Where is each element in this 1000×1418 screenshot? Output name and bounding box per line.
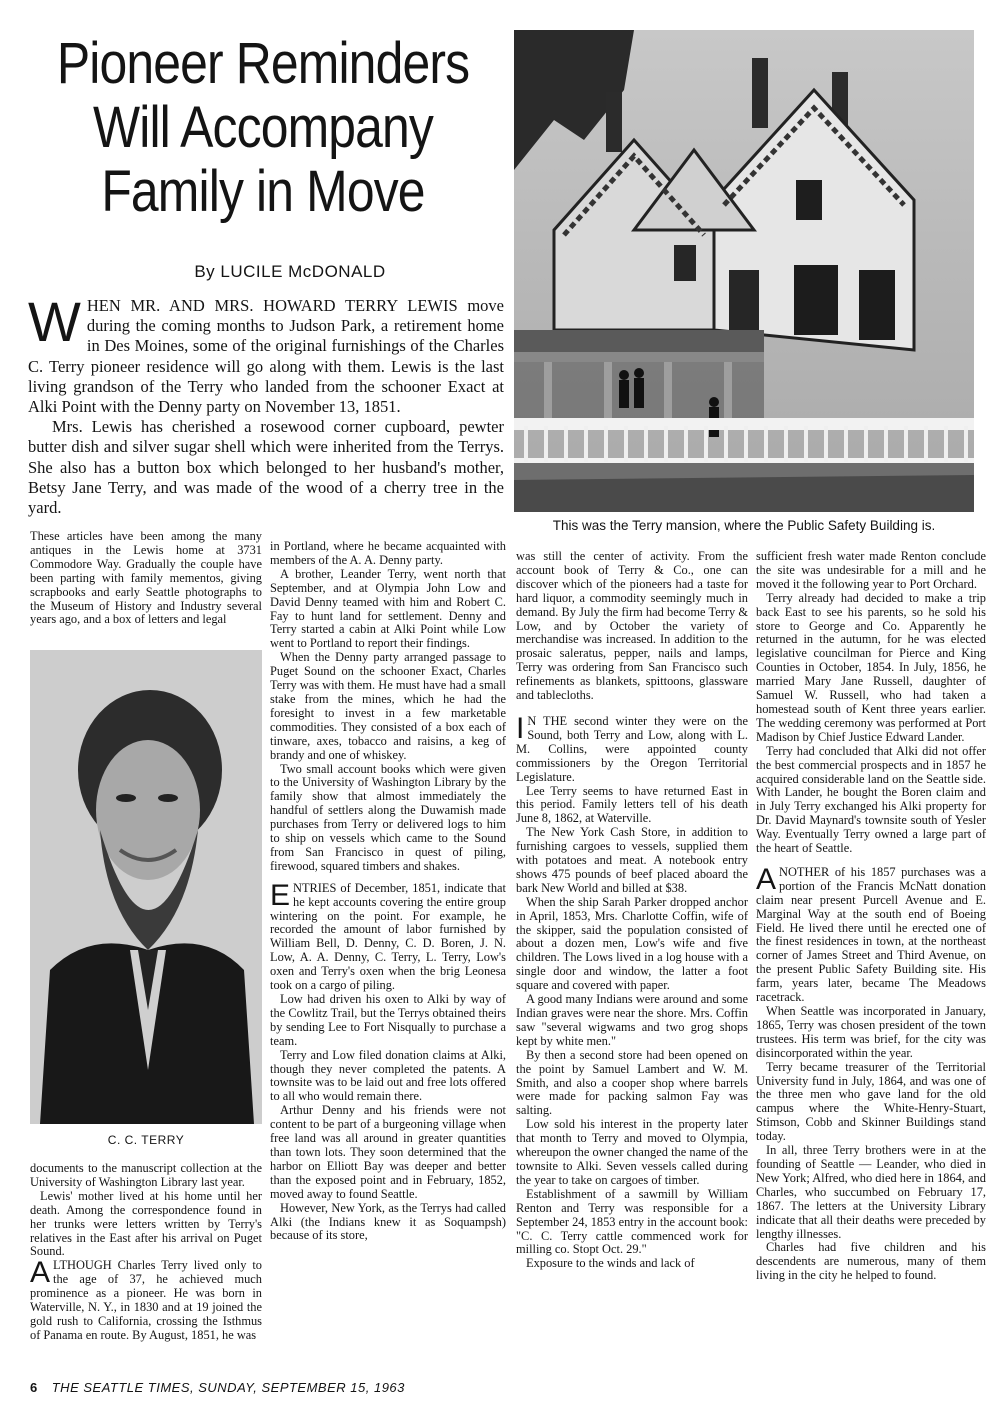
column-2-p9: However, New York, as the Terrys had called Alki (the Indians knew it as Soquampsh) because of its store, [270,1200,506,1243]
column-4-p7: In all, three Terry brothers were in at the founding of Seattle — Leander, who died in New York; Alfred, who died here in 1864, and Charles, who succumbed on February 17, 1867. The letters at the University Library indicate that all their deaths were preceded by lengthy illnesses. [756,1143,986,1241]
headline-line-1: Pioneer Reminders [56,31,470,96]
byline: By LUCILE McDONALD [194,262,386,281]
column-3 [516,550,748,1271]
column-4-p4 [756,862,986,1005]
column-2-p1: in Portland, where he became acquainted with members of the A. A. Denny party. [270,539,506,567]
column-4-p2: Terry already had decided to make a trip back East to see his parents, so he sold his store to George and Co. Apparently he returned in the autumn, for he was elected legislative councilman for Pierce and King Counties in October, 1854. In July, 1856, he married Mary Jane Russell, daughter of Samuel W. Russell, who had taken a homestead south of Kent three years earlier. The wedding ceremony was performed at Port Madison by Chief Justice Edward Lander. [756,590,986,744]
column-4-p5: When Seattle was incorporated in January, 1865, Terry was chosen president of the town trustees. His term was brief, for the city was disincorporated within the year. [756,1004,986,1060]
page-number: 6 [30,1380,38,1395]
column-2-p7: Terry and Low filed donation claims at Alki, though they never completed the patents. A townsite was to be laid out and free lots offered to all who would remain there. [270,1047,506,1104]
terry-mansion-photo [514,30,974,512]
headline-line-3: Family in Move [101,159,425,224]
column-2-p4: Two small account books which were given to the University of Washington Library by the family show that almost immediately the handful of settlers along the Duwamish made purchases from Terry or delivered logs to him to ship on vessels which came to the Sound from San Francisco in quest of piling, firewood, squared timbers and shakes. [270,761,506,873]
column-3-p3: Lee Terry seems to have returned East in this period. Family letters tell of his death June 8, 1862, at Waterville. [516,783,748,826]
column-3-p6: A good many Indians were around and some Indian graves were near the shore. Mrs. Coffin saw "several wigwams and two grog shops kept by white men." [516,992,748,1048]
column-3-p2-body: N THE second winter they were on the Sound, both Terry and Low, along with L. M. Collins, were appointed county commissioners by the Oregon Territorial Legislature. [516,713,748,784]
column-2-p6: Low had driven his oxen to Alki by way of the Cowlitz Trail, but the Terrys obtained theirs by sending Lee to Fort Nisqually to purchase a team. [270,992,506,1048]
column-3-p9: Establishment of a sawmill by William Renton and Terry was responsible for a September 24, 1853 entry in the account book: "C. C. Terry cattle commenced work for milling co. Stopt Oct. 29." [516,1186,748,1257]
column-3-p1: was still the center of activity. From the account book of Terry & Co., one can discover which of the pioneers had a taste for hard liquor, a commodity seemingly much in demand. By July the firm had become Terry & Low, and by October the variety of merchandise was increased. In addition to the prosaic saleratus, pepper, nails and lamps, Terry was ordering from San Francisco such refinements as blankets, spittoons, glassware and tablecloths. [516,549,748,703]
house-image [514,30,974,512]
column-3-p2 [516,711,748,785]
column-1-top [30,530,262,627]
newspaper-dateline: THE SEATTLE TIMES, SUNDAY, SEPTEMBER 15, 1963 [51,1380,405,1395]
column-2-p5 [270,878,506,993]
column-2-p2: A brother, Leander Terry, went north that September, and at Olympia John Low and David Denny teamed with him and Robert C. Fay to hunt land for settlement. Denny and Terry started a cabin at Alki Point while Low went to Portland to report their findings. [270,566,506,651]
column-4-p8: Charles had five children and his descendents are numerous, many of them living in the city he helped to found. [756,1240,986,1283]
column-3-p5: When the ship Sarah Parker dropped anchor in April, 1853, Mrs. Charlotte Coffin, wife of the skipper, said the population consisted of about a dozen men, Low's wife and five children. The Lows lived in a log house with a single door and window, the latter a foot square and covered with paper. [516,894,748,993]
column-4-p3: Terry had concluded that Alki did not offer the best commercial prospects and in 1857 he acquired considerable land on the Seattle side. With Lander, he bought the Boren claim and in July Terry exchanged his Alki property for Dr. David Maynard's townsite south of Yesler Way. Eventually Terry owned a large part of the heart of Seattle. [756,743,986,856]
page-footer [30,1380,630,1395]
headline-line-2: Will Accompany [93,95,433,160]
column-1-bottom [30,1162,262,1343]
lead-paragraph-1 [28,290,504,417]
lead-paragraph-2: Mrs. Lewis has cherished a rosewood corner cupboard, pewter butter dish and silver sugar shell which were inherited from the Terrys. She also has a button box which belonged to her husband's mother, Betsy Jane Terry, and was made of the wood of a cherry tree in the yard. [28,417,504,518]
lead-text-1: HEN MR. AND MRS. HOWARD TERRY LEWIS move during the coming months to Judson Park, a retirement home in Des Moines, some of the original furnishings of the Charles C. Terry pioneer residence will go along with them. Lewis is the last living grandson of the Terry who landed from the schooner Exact at Alki Point with the Denny party on November 13, 1851. [28,296,504,417]
column-1-text-top: These articles have been among the many antiques in the Lewis home at 3731 Commodore Way. Gradually the couple have been parting with family mementos, giving scrapbooks and early Seattle photographs to the Museum of History and Industry several years ago, and a box of letters and legal [30,529,262,627]
headline [52,32,473,224]
column-2 [270,540,506,1243]
drop-cap: A [30,1256,51,1290]
column-1-text-1: documents to the manuscript collection at the University of Washington Library last year. [30,1161,262,1189]
column-2-p3: When the Denny party arranged passage to Puget Sound on the schooner Exact, Charles Terry was with them. He must have had a small stake from the mines, which he had the foresight to invest in a few marketable commodities. They consisted of a box each of tinware, axes, tobacco and raisins, a keg of brandy and one of whiskey. [270,650,506,762]
column-1-text-3-body: LTHOUGH Charles Terry lived only to the age of 37, he achieved much prominence as a pioneer. He was born in Waterville, N. Y., in 1830 and at 19 joined the gold rush to California, crossing the Isthmus of Panama en route. By August, 1851, he was [30,1258,262,1342]
column-4-p1: sufficient fresh water made Renton conclude the site was undesirable for a mill and he moved it the following year to Port Orchard. [756,549,986,591]
column-4-p6: Terry became treasurer of the Territorial University fund in July, 1864, and was one of the three men who gave land for the old campus where the White-Henry-Stuart, Stimson, Cobb and Skinner Buildings stand today. [756,1059,986,1144]
drop-cap: E [270,878,291,912]
column-4-p4-body: NOTHER of his 1857 purchases was a portion of the Francis McNatt donation claim near present Purcell Avenue and E. Marginal Way at the south end of Boeing Field. He lived there until he erected one of the finest residences in town, at the northeast corner of James Street and Third Avenue, on the present Public Safety Building site. His farm, years later, became The Meadows racetrack. [756,864,986,1005]
column-2-p5-body: NTRIES of December, 1851, indicate that he kept accounts covering the entire group wintering on the point. For example, he recorded the amount of labor furnished by William Bell, D. Denny, C. D. Boren, J. N. Low, A. A. Denny, C. Terry, L. Terry, Low's oxen and Terry's oxen when the brig Leonesa took on a cargo of piling. [270,880,506,993]
lead-paragraphs [28,290,504,518]
column-1-text-3 [30,1256,262,1342]
drop-cap: A [756,862,777,896]
column-4 [756,550,986,1283]
column-3-p8: Low sold his interest in the property later that month to Terry and moved to Olympia, whereupon the owner changed the name of the townsite to Alki. Seven vessels called during the year to take on cargoes of timber. [516,1117,748,1187]
column-2-p8: Arthur Denny and his friends were not content to be part of a burgeoning village when free land was all around in greater quantities than town lots. They soon determined that the harbor on Elliott Bay was deeper and better than the exposed point and in February, 1852, moved away to found Seattle. [270,1103,506,1201]
house-photo-caption: This was the Terry mansion, where the Public Safety Building is. [552,518,936,533]
c-c-terry-portrait [30,650,262,1124]
column-1-text-2: Lewis' mother lived at his home until her death. Among the correspondence found in her trunks were letters written by Terry's relatives in the East after his arrival on Puget Sound. [30,1188,262,1259]
column-3-p4: The New York Cash Store, in addition to furnishing cargoes to vessels, supplied them with potatoes and meat. A notebook entry shows 475 pounds of beef placed aboard the bark New World and billed at $38. [516,825,748,895]
column-3-p7: By then a second store had been opened on the point by Samuel Lambert and W. M. Smith, and also a cooper shop where barrels were made for packing salmon Fay was salting. [516,1047,748,1118]
column-3-p10: Exposure to the winds and lack of [526,1256,695,1271]
drop-cap: I [516,711,525,745]
portrait-image [30,650,262,1124]
drop-cap: W [28,290,81,353]
portrait-caption: C. C. TERRY [107,1133,185,1147]
